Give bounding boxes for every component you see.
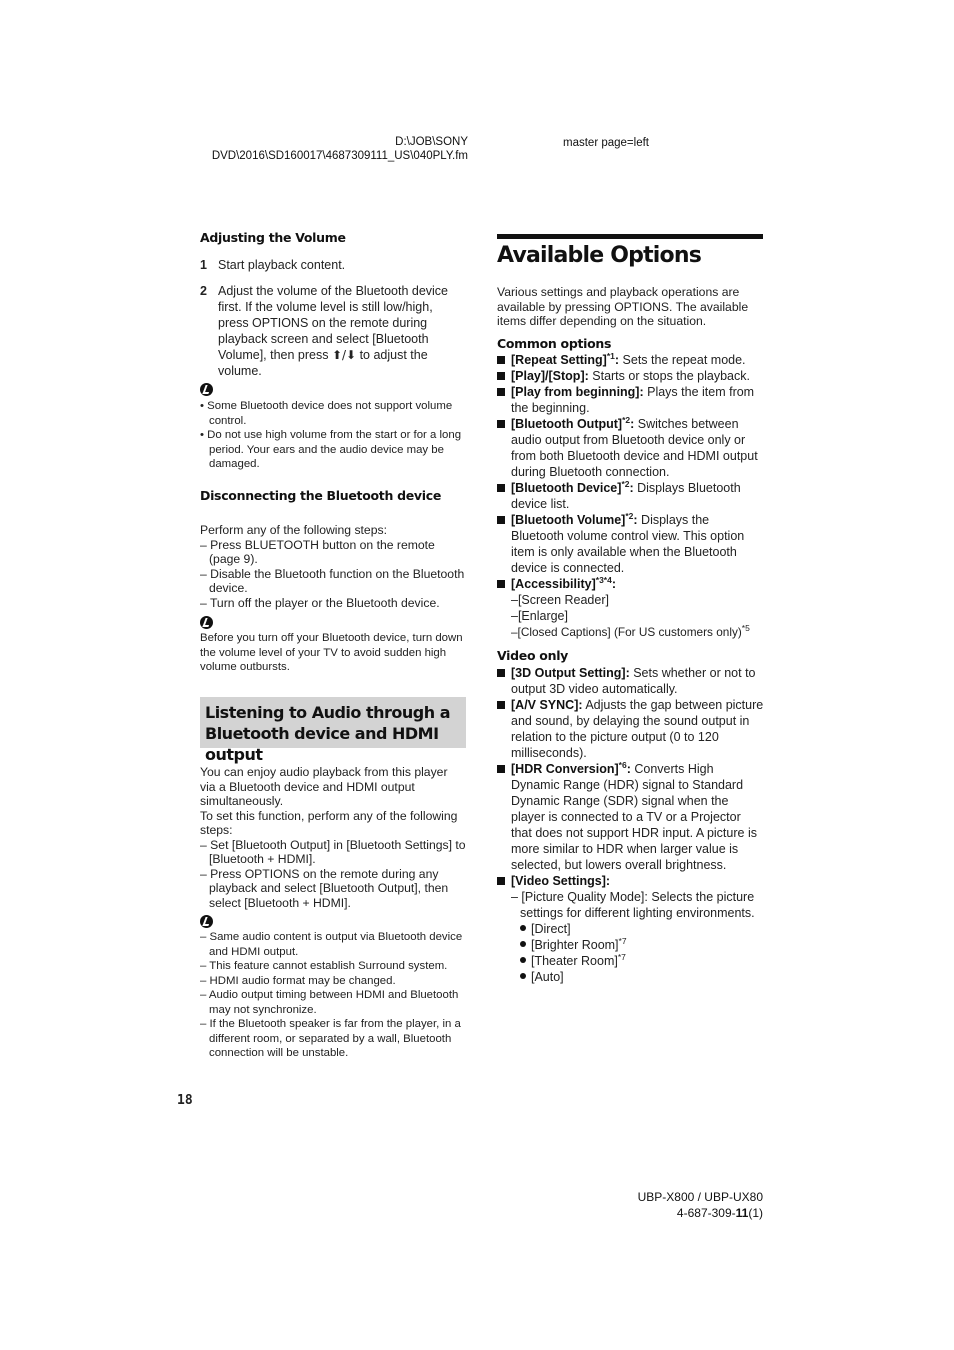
option-repeat-setting: [Repeat Setting]$^{*1}$: Sets the repeat mode. (497, 352, 765, 368)
document-code: 4-687-309-11(1) (676, 1206, 763, 1220)
file-path-line2: DVD\2016\SD160017\4687309111_US\040PLY.fm (211, 150, 468, 162)
disconnect-item-1: – Press BLUETOOTH button on the remote (page 9). (200, 537, 435, 566)
common-options-heading: Common options (497, 336, 612, 351)
hint-icon (200, 915, 213, 928)
step-2 (200, 283, 466, 379)
listening-audio-heading (200, 697, 466, 764)
listening-paragraph-2: To set this function, perform any of the following steps: (200, 808, 458, 837)
video-options-list (497, 665, 765, 985)
step-2-number: 2 (200, 284, 207, 298)
disconnect-item-2: – Disable the Bluetooth function on the Bluetooth device. (200, 566, 465, 595)
hint-icon (200, 616, 213, 629)
disconnect-intro: Perform any of the following steps: (200, 523, 387, 537)
listening-heading-line1: Listening to Audio through a (205, 703, 450, 722)
listening-note-3: – HDMI audio format may be changed. (200, 974, 396, 987)
mode-theater-room: [Theater Room]$^{*7}$ (520, 953, 765, 969)
option-bluetooth-device: [Bluetooth Device]$^{*2}$: Displays Bluetooth device list. (497, 480, 765, 512)
accessibility-screen-reader: –[Screen Reader] (511, 593, 609, 607)
video-only-heading: Video only (497, 648, 569, 663)
disconnect-item-3: – Turn off the player or the Bluetooth device. (200, 595, 440, 610)
master-page-label: master page=left (563, 137, 649, 149)
volume-notes (200, 399, 466, 472)
option-hdr-conversion: [HDR Conversion]$^{*6}$: Converts High Dynamic Range (HDR) signal to Standard Dynamic Range (SDR) signal when the player is connected to a TV or a Projector that does not support HDR input. A picture is more similar to HDR when larger value is selected, but lowers overall brightness. (497, 761, 765, 873)
mode-auto: [Auto] (520, 969, 765, 985)
mode-brighter-room: [Brighter Room]$^{*7}$ (520, 937, 765, 953)
common-options-list (497, 352, 765, 640)
file-path (150, 135, 468, 163)
bullet-icon (520, 973, 526, 979)
file-path-line1: D:\JOB\SONY (395, 136, 468, 148)
listening-note-5: – If the Bluetooth speaker is far from the player, in a different room, or separated by a wall, Bluetooth connection will be unstable. (200, 1018, 461, 1059)
option-3d-output-setting: [3D Output Setting]: Sets whether or not to output 3D video automatically. (497, 665, 765, 697)
listening-body (200, 765, 466, 910)
accessibility-closed-captions: –[Closed Captions] (For US customers only)$^{*5}$ (511, 623, 750, 639)
title-rule (497, 234, 763, 239)
option-av-sync: [A/V SYNC]: Adjusts the gap between picture and sound, by delaying the sound output in relation to the picture output (0 to 120 milliseconds). (497, 697, 765, 761)
mode-direct: [Direct] (520, 921, 765, 937)
picture-quality-mode: – [Picture Quality Mode]: Selects the picture settings for different lighting environments. (511, 890, 755, 920)
bullet-icon (520, 957, 526, 963)
step-2-text (218, 283, 466, 379)
footer (560, 1189, 763, 1221)
listening-item-2: – Press OPTIONS on the remote during any playback and select [Bluetooth Output], then select [Bluetooth + HDMI]. (200, 866, 449, 910)
listening-note-1: – Same audio content is output via Bluetooth device and HDMI output. (200, 931, 463, 958)
options-intro: Various settings and playback operations are available by pressing OPTIONS. The available items differ depending on the situation. (497, 285, 749, 328)
volume-note-2: • Do not use high volume from the start or for a long period. Your ears and the audio device may be damaged. (200, 429, 462, 470)
option-play-stop: [Play]/[Stop]: Starts or stops the playback. (497, 368, 765, 384)
disconnecting-heading: Disconnecting the Bluetooth device (200, 488, 442, 503)
page-number: 18 (177, 1093, 193, 1108)
accessibility-enlarge: –[Enlarge] (511, 609, 568, 623)
listening-note-4: – Audio output timing between HDMI and Bluetooth may not synchronize. (200, 989, 459, 1016)
page-title: Available Options (497, 243, 702, 268)
step-2-text-a: Adjust the volume of the Bluetooth device first. If the volume level is still low/high, press OPTIONS on the remote during playback screen and select [Bluetooth Volume], then press (218, 284, 449, 362)
disconnect-steps (200, 523, 466, 610)
step-1-number: 1 (200, 258, 207, 272)
bullet-icon (520, 941, 526, 947)
volume-note-1: • Some Bluetooth device does not support volume control. (200, 400, 453, 427)
hint-icon (200, 383, 213, 396)
model-numbers: UBP-X800 / UBP-UX80 (637, 1190, 763, 1204)
up-down-arrow-icon: ⬆/⬇ (331, 348, 357, 362)
adjusting-volume-heading: Adjusting the Volume (200, 230, 346, 245)
listening-heading-line2: Bluetooth device and HDMI output (205, 724, 439, 764)
listening-paragraph-1: You can enjoy audio playback from this player via a Bluetooth device and HDMI output simultaneously. (200, 765, 448, 808)
option-accessibility: [Accessibility]$^{*3*4}$: (497, 576, 765, 592)
option-bluetooth-volume: [Bluetooth Volume]$^{*2}$: Displays the Bluetooth volume control view. This option item is only available when the Bluetooth device is connected. (497, 512, 765, 576)
listening-note-2: – This feature cannot establish Surround system. (200, 960, 448, 972)
step-2-text-b: to adjust the volume. (218, 348, 428, 378)
step-1 (200, 257, 466, 273)
listening-item-1: – Set [Bluetooth Output] in [Bluetooth Settings] to [Bluetooth + HDMI]. (200, 837, 466, 866)
bullet-icon (520, 925, 526, 931)
option-play-from-beginning: [Play from beginning]: Plays the item from the beginning. (497, 384, 765, 416)
option-video-settings: [Video Settings]: (497, 873, 765, 889)
step-1-text: Start playback content. (218, 258, 346, 272)
listening-notes (200, 930, 468, 1061)
disconnect-tip: Before you turn off your Bluetooth device, turn down the volume level of your TV to avoid sudden high volume outbursts. (200, 632, 463, 673)
option-bluetooth-output: [Bluetooth Output]$^{*2}$: Switches between audio output from Bluetooth device only or from both Bluetooth device and HDMI output during Bluetooth connection. (497, 416, 765, 480)
